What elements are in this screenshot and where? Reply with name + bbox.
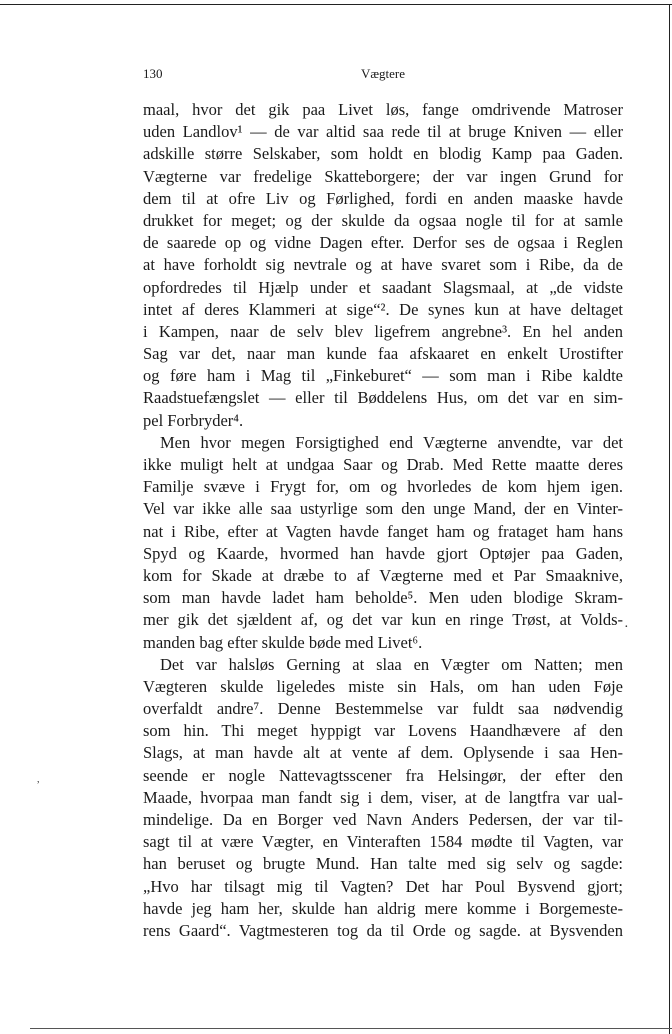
text-line: seende er nogle Nattevagtsscener fra Helsingør, der efter den (143, 765, 623, 785)
text-line: pel Forbryder⁴. (143, 410, 244, 430)
text-line: overfaldt andre⁷. Denne Bestemmelse var fuldt saa nødvendig (143, 699, 623, 719)
text-line: maal, hvor det gik paa Livet løs, fange omdrivende Matroser (143, 100, 623, 119)
text-line: mer gik det sjældent af, og det var kun en ringe Trøst, at Volds- (143, 610, 623, 630)
text-line: nat i Ribe, efter at Vagten havde fanget ham og frataget ham hans (143, 521, 623, 541)
text-line: Men hvor megen Forsigtighed end Vægterne anvendte, var det (160, 432, 623, 452)
text-line: manden bag efter skulde bøde med Livet⁶. (143, 632, 423, 652)
stray-ink-mark: , (37, 774, 40, 785)
running-title: Vægtere (360, 66, 406, 81)
text-line: at have forholdt sig nevtrale og at have svaret som i Ribe, da de (143, 255, 623, 275)
text-line: sagt til at være Vægter, en Vinteraften 1584 mødte til Vagten, var (143, 832, 623, 852)
text-line: intet af deres Klammeri at sige“². De synes kun at have deltaget (143, 299, 623, 319)
text-line: Raadstuefængslet — eller til Bøddelens Hus, om det var en sim- (143, 388, 623, 408)
page-number: 130 (143, 66, 163, 81)
text-line: opfordredes til Hjælp under et saadant Slagsmaal, at „de vidste (143, 277, 623, 297)
text-line: Vægterne var fredelige Skatteborgere; der var ingen Grund for (143, 166, 623, 186)
body-text (143, 99, 623, 942)
text-line: Spyd og Kaarde, hvormed han havde gjort Optøjer paa Gaden, (143, 543, 623, 563)
scan-edge-right (669, 4, 670, 1034)
text-line: drukket for meget; og der skulde da ogsaa nogle til for at samle (143, 210, 623, 230)
text-line: Slags, at man havde alt at vente af dem. Oplysende i saa Hen- (143, 743, 623, 763)
page-header (143, 66, 623, 82)
scan-edge-bottom (30, 1028, 672, 1029)
text-line: som man havde ladet ham beholde⁵. Men uden blodige Skram- (143, 588, 623, 608)
text-line: Vel var ikke alle saa ustyrlige som den unge Mand, der en Vinter- (143, 499, 623, 519)
text-line: som hin. Thi meget hyppigt var Lovens Haandhævere af den (143, 721, 623, 741)
text-line: „Hvo har tilsagt mig til Vagten? Det har Poul Bysvend gjort; (143, 876, 623, 896)
text-line: mindelige. Da en Borger ved Navn Anders Pedersen, der var til- (143, 810, 623, 829)
text-line: og føre ham i Mag til „Finkeburet“ — som man i Ribe kaldte (143, 366, 623, 386)
text-line: Sag var det, naar man kunde faa afskaaret en enkelt Urostifter (143, 344, 623, 364)
text-line: rens Gaard“. Vagtmesteren tog da til Orde og sagde. at Bysvenden (143, 920, 623, 940)
text-line: Maade, hvorpaa man fandt sig i dem, viser, at de langtfra var ual- (143, 787, 623, 807)
text-line: Familje svæve i Frygt for, om og hvorledes de kom hjem igen. (143, 477, 623, 497)
text-line: havde jeg ham her, skulde han aldrig mere komme i Borgemeste- (143, 898, 623, 918)
scan-edge-top (0, 4, 672, 5)
text-line: dem til at ofre Liv og Førlighed, fordi en anden maaske havde (143, 188, 623, 208)
text-line: Vægteren skulde ligeledes miste sin Hals, om han uden Føje (143, 676, 623, 696)
text-line: ikke muligt helt at undgaa Saar og Drab. Med Rette maatte deres (143, 455, 623, 474)
margin-dot-mark: · (624, 620, 629, 635)
text-line: Det var halsløs Gerning at slaa en Vægter om Natten; men (160, 654, 623, 674)
text-line: han beruset og brugte Mund. Han talte med sig selv og sagde: (143, 854, 623, 874)
text-line: kom for Skade at dræbe to af Vægterne med et Par Smaaknive, (143, 565, 623, 585)
text-line: uden Landlov¹ — de var altid saa rede til at bruge Kniven — eller (143, 122, 623, 142)
text-line: adskille større Selskaber, som holdt en blodig Kamp paa Gaden. (143, 144, 623, 164)
text-line: i Kampen, naar de selv blev ligefrem angrebne³. En hel anden (143, 321, 623, 341)
text-line: de saarede op og vidne Dagen efter. Derfor ses de ogsaa i Reglen (143, 233, 623, 253)
